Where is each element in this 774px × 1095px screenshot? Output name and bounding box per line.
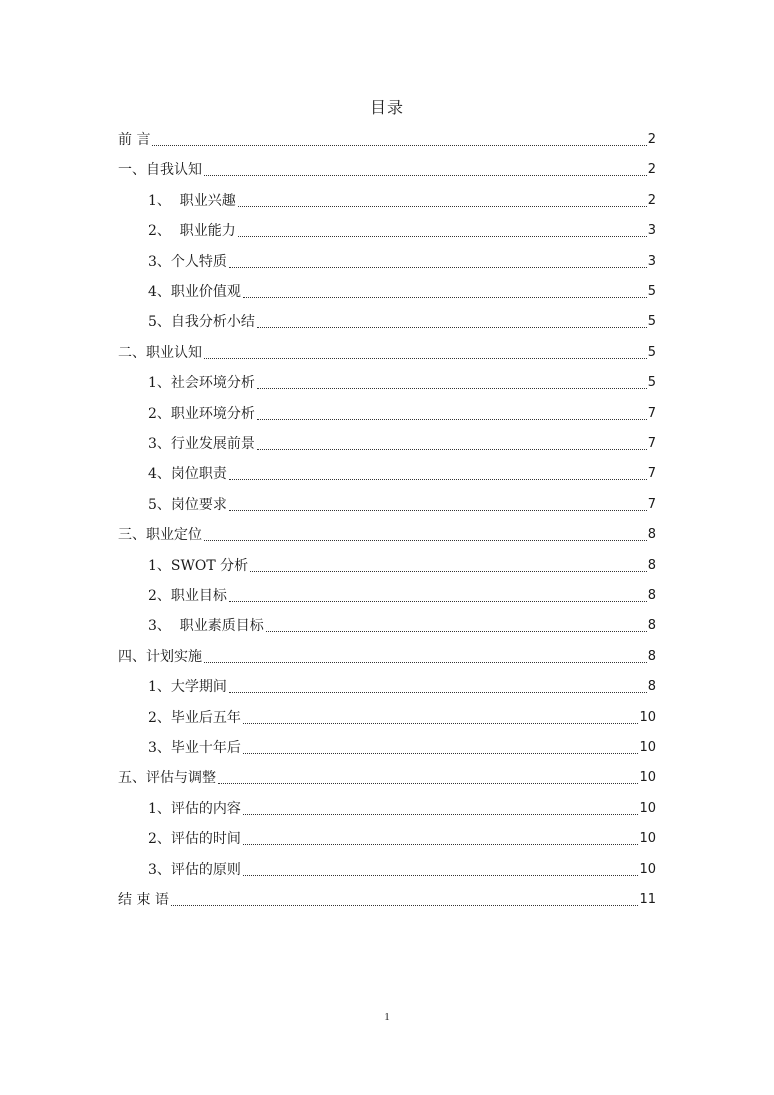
toc-entry-page: 5 — [647, 345, 656, 360]
toc-entry-page: 8 — [647, 527, 656, 542]
toc-entry[interactable] — [148, 676, 656, 698]
toc-entry-label: 前 言 — [118, 132, 151, 148]
toc-entry-label: 3、 职业素质目标 — [148, 618, 264, 634]
toc-entry-label: 一、自我认知 — [118, 162, 202, 178]
toc-entry-page: 10 — [639, 770, 656, 785]
toc-entry[interactable] — [148, 737, 656, 759]
toc-entry-page: 8 — [647, 649, 656, 664]
toc-dot-leader — [238, 206, 647, 207]
toc-entry-page: 11 — [639, 892, 656, 907]
toc-entry-page: 2 — [647, 132, 656, 147]
toc-title: 目录 — [369, 98, 404, 117]
toc-entry-label: 结 束 语 — [118, 892, 169, 908]
toc-dot-leader — [229, 692, 647, 693]
toc-dot-leader — [204, 540, 647, 541]
toc-entry-label: 3、个人特质 — [148, 254, 227, 270]
toc-entry-label: 二、职业认知 — [118, 345, 202, 361]
toc-dot-leader — [229, 601, 647, 602]
toc-entry[interactable] — [148, 828, 656, 850]
toc-entry-page: 2 — [647, 162, 656, 177]
toc-entry-label: 2、毕业后五年 — [148, 710, 241, 726]
toc-dot-leader — [229, 479, 647, 480]
toc-entry-page: 8 — [647, 679, 656, 694]
toc-entry-page: 5 — [647, 284, 656, 299]
toc-entry[interactable] — [118, 524, 656, 546]
toc-entry-label: 2、职业环境分析 — [148, 406, 255, 422]
toc-dot-leader — [238, 236, 647, 237]
toc-entry-page: 10 — [639, 801, 656, 816]
toc-entry-label: 1、社会环境分析 — [148, 375, 255, 391]
page-number: 1 — [384, 1011, 390, 1023]
toc-entry[interactable] — [148, 859, 656, 881]
toc-dot-leader — [204, 358, 647, 359]
toc-dot-leader — [257, 449, 647, 450]
toc-entry-page: 5 — [647, 314, 656, 329]
toc-entry-page: 7 — [647, 436, 656, 451]
toc-dot-leader — [243, 753, 639, 754]
toc-entry[interactable] — [118, 129, 656, 151]
toc-entry[interactable] — [148, 281, 656, 303]
toc-dot-leader — [204, 662, 647, 663]
toc-entry[interactable] — [148, 372, 656, 394]
toc-entry-page: 8 — [647, 588, 656, 603]
toc-entry-page: 8 — [647, 558, 656, 573]
toc-dot-leader — [266, 631, 647, 632]
toc-entry[interactable] — [148, 707, 656, 729]
toc-dot-leader — [250, 571, 647, 572]
toc-entry-label: 2、评估的时间 — [148, 831, 241, 847]
toc-dot-leader — [243, 814, 639, 815]
toc-dot-leader — [229, 267, 647, 268]
toc-entry-label: 5、自我分析小结 — [148, 314, 255, 330]
toc-entry-label: 1、评估的内容 — [148, 801, 241, 817]
toc-dot-leader — [243, 297, 647, 298]
toc-dot-leader — [243, 875, 639, 876]
toc-entry-label: 1、 职业兴趣 — [148, 193, 236, 209]
toc-entry[interactable] — [148, 555, 656, 577]
toc-dot-leader — [218, 783, 638, 784]
toc-entry-label: 3、评估的原则 — [148, 862, 241, 878]
toc-entry-page: 10 — [639, 710, 656, 725]
toc-entry[interactable] — [148, 190, 656, 212]
toc-entry[interactable] — [148, 251, 656, 273]
toc-entry-label: 5、岗位要求 — [148, 497, 227, 513]
toc-entry[interactable] — [118, 342, 656, 364]
toc-entry-page: 7 — [647, 466, 656, 481]
toc-entry[interactable] — [118, 889, 656, 911]
toc-entry-page: 7 — [647, 497, 656, 512]
toc-entry[interactable] — [118, 767, 656, 789]
toc-entry-label: 2、 职业能力 — [148, 223, 236, 239]
toc-entry[interactable] — [148, 220, 656, 242]
toc-entry[interactable] — [148, 585, 656, 607]
toc-entry[interactable] — [148, 494, 656, 516]
toc-dot-leader — [257, 388, 647, 389]
toc-entry-page: 10 — [639, 862, 656, 877]
toc-entry[interactable] — [148, 798, 656, 820]
toc-entry-label: 三、职业定位 — [118, 527, 202, 543]
toc-entry-label: 2、职业目标 — [148, 588, 227, 604]
toc-entry-page: 10 — [639, 831, 656, 846]
toc-entry-label: 3、毕业十年后 — [148, 740, 241, 756]
toc-entry[interactable] — [148, 615, 656, 637]
toc-entry-label: 1、大学期间 — [148, 679, 227, 695]
toc-dot-leader — [171, 905, 639, 906]
toc-entry[interactable] — [118, 646, 656, 668]
toc-entry-page: 7 — [647, 406, 656, 421]
toc-entry-label: 4、职业价值观 — [148, 284, 241, 300]
toc-dot-leader — [243, 844, 639, 845]
toc-dot-leader — [229, 510, 647, 511]
toc-entry-label: 3、行业发展前景 — [148, 436, 255, 452]
toc-entry-page: 3 — [647, 223, 656, 238]
toc-dot-leader — [257, 327, 647, 328]
toc-entry[interactable] — [148, 403, 656, 425]
toc-dot-leader — [257, 419, 647, 420]
toc-dot-leader — [204, 175, 647, 176]
toc-entry-page: 10 — [639, 740, 656, 755]
toc-entry-page: 5 — [647, 375, 656, 390]
toc-entry[interactable] — [118, 159, 656, 181]
toc-entry-page: 3 — [647, 254, 656, 269]
toc-entry-page: 2 — [647, 193, 656, 208]
toc-entry-label: 四、计划实施 — [118, 649, 202, 665]
toc-entry-label: 4、岗位职责 — [148, 466, 227, 482]
toc-entry[interactable] — [148, 433, 656, 455]
toc-entry-label: 五、评估与调整 — [118, 770, 216, 786]
toc-dot-leader — [152, 145, 646, 146]
toc-entry-page: 8 — [647, 618, 656, 633]
toc-dot-leader — [243, 723, 639, 724]
toc-entry-label: 1、SWOT 分析 — [148, 558, 249, 574]
toc-entry[interactable] — [148, 311, 656, 333]
toc-entry[interactable] — [148, 463, 656, 485]
